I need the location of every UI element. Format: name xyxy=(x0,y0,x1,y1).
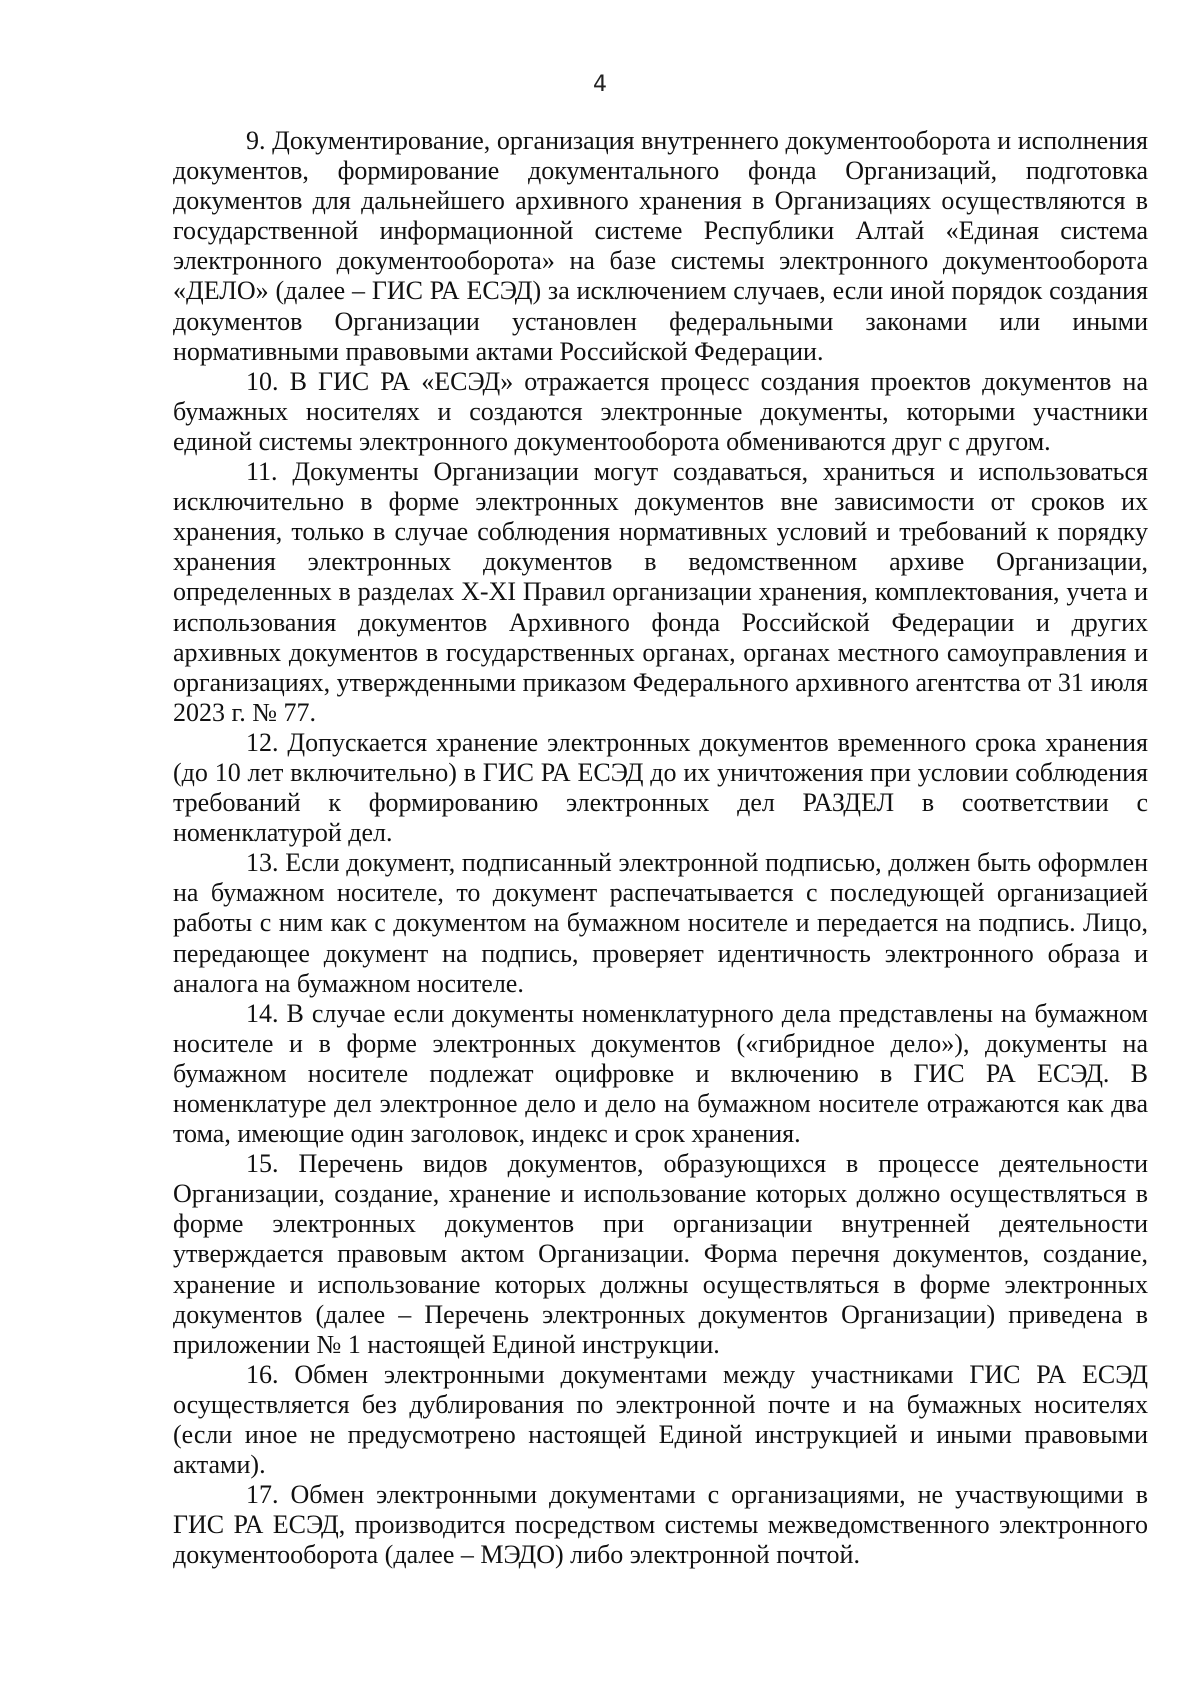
document-body xyxy=(173,126,1148,1571)
paragraph-13: 13. Если документ, подписанный электронной подписью, должен быть оформлен на бумажном носителе, то документ распечатывается с последующей организацией работы с ним как с документом на бумажном носителе и передается на подпись. Лицо, передающее документ на подпись, проверяет идентичность электронного образа и аналога на бумажном носителе. xyxy=(173,848,1148,998)
paragraph-17: 17. Обмен электронными документами с организациями, не участвующими в ГИС РА ЕСЭД, производится посредством системы межведомственного электронного документооборота (далее – МЭДО) либо электронной почтой. xyxy=(173,1480,1148,1570)
paragraph-9: 9. Документирование, организация внутреннего документооборота и исполнения документов, формирование документального фонда Организаций, подготовка документов для дальнейшего архивного хранения в Организациях осуществляются в государственной информационной системе Республики Алтай «Единая система электронного документооборота» на базе системы электронного документооборота «ДЕЛО» (далее – ГИС РА ЕСЭД) за исключением случаев, если иной порядок создания документов Организации установлен федеральными законами или иными нормативными правовыми актами Российской Федерации. xyxy=(173,126,1148,366)
page-number: 4 xyxy=(593,72,607,97)
paragraph-16: 16. Обмен электронными документами между участниками ГИС РА ЕСЭД осуществляется без дублирования по электронной почте и на бумажных носителях (если иное не предусмотрено настоящей Единой инструкцией и иными правовыми актами). xyxy=(173,1359,1148,1480)
paragraph-14: 14. В случае если документы номенклатурного дела представлены на бумажном носителе и в форме электронных документов («гибридное дело»), документы на бумажном носителе подлежат оцифровке и включению в ГИС РА ЕСЭД. В номенклатуре дел электронное дело и дело на бумажном носителе отражаются как два тома, имеющие один заголовок, индекс и срок хранения. xyxy=(173,998,1148,1149)
paragraph-12: 12. Допускается хранение электронных документов временного срока хранения (до 10 лет включительно) в ГИС РА ЕСЭД до их уничтожения при условии соблюдения требований к формированию электронных дел РАЗДЕЛ в соответствии с номенклатурой дел. xyxy=(173,727,1148,848)
paragraph-15: 15. Перечень видов документов, образующихся в процессе деятельности Организации, создание, хранение и использование которых должно осуществляться в форме электронных документов при организации внутренней деятельности утверждается правовым актом Организации. Форма перечня документов, создание, хранение и использование которых должны осуществляться в форме электронных документов (далее – Перечень электронных документов Организации) приведена в приложении № 1 настоящей Единой инструкции. xyxy=(173,1149,1148,1359)
paragraph-10: 10. В ГИС РА «ЕСЭД» отражается процесс создания проектов документов на бумажных носителях и создаются электронные документы, которыми участники единой системы электронного документооборота обмениваются друг с другом. xyxy=(173,366,1148,456)
paragraph-11: 11. Документы Организации могут создаваться, храниться и использоваться исключительно в форме электронных документов вне зависимости от сроков их хранения, только в случае соблюдения нормативных условий и требований к порядку хранения электронных документов в ведомственном архиве Организации, определенных в разделах X-XI Правил организации хранения, комплектования, учета и использования документов Архивного фонда Российской Федерации и других архивных документов в государственных органах, органах местного самоуправления и организациях, утвержденными приказом Федерального архивного агентства от 31 июля 2023 г. № 77. xyxy=(173,457,1148,727)
